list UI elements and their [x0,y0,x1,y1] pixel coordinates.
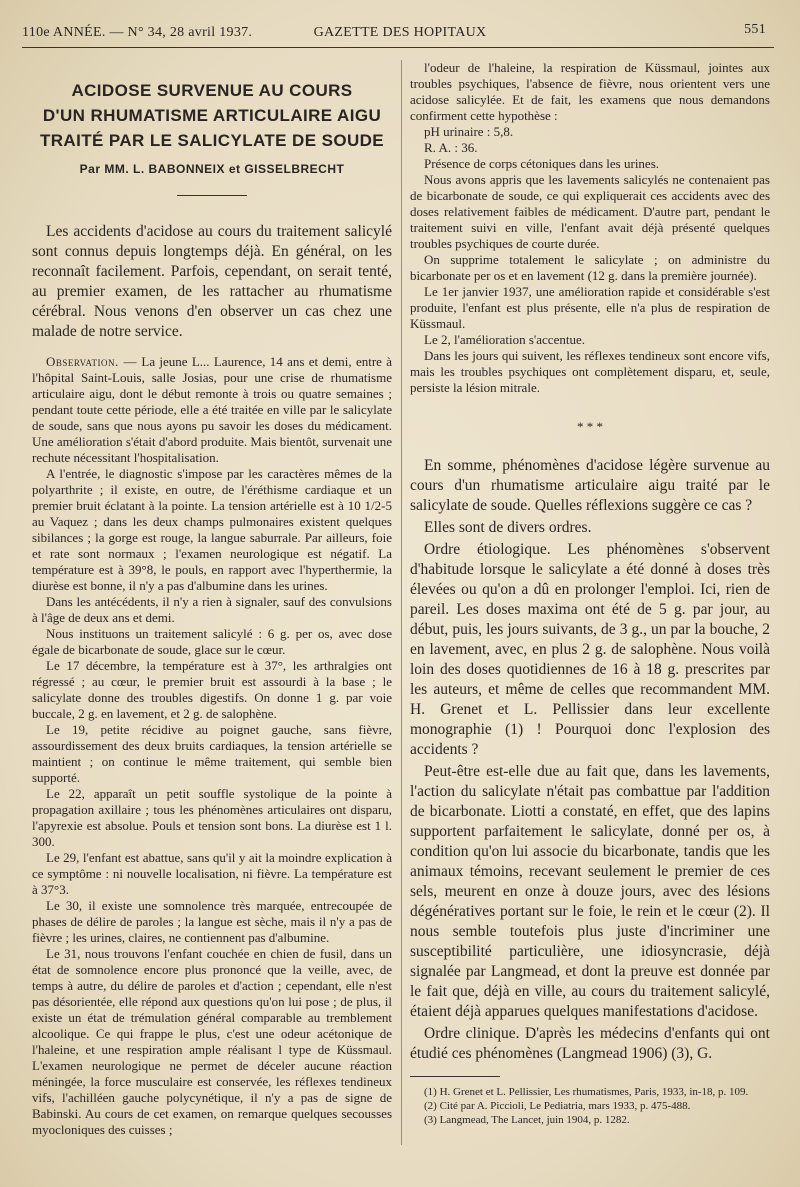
observation-paragraph: Le 19, petite récidive au poignet gauche, sans fièvre, assourdissement des deux bruits cardiaques, la tension artérielle se maintient ; on continue le même traitement, qui semble bien supporté. [32,722,392,785]
discussion-paragraph: Ordre étiologique. Les phénomènes s'observent d'habitude lorsque le salicylate a été donné à doses très élevées ou qu'on a dû en prolonger l'emploi. Ici, rien de pareil. Les doses maxima ont été de 5 g. par jour, au début, puis, les jours suivants, de 3 g., un par la bouche, 2 en lavement, avec, en plus 2 g. de salophène. Nous voilà loin des doses quotidiennes de 16 à 18 g. prescrites par les auteurs, et même de celles que recommandent MM. H. Grenet et L. Pellissier dans leur excellente monographie (1) ! Pourquoi donc l'explosion des accidents ? [410,541,770,758]
discussion-paragraph: Ordre clinique. D'après les médecins d'enfants qui ont étudié ces phénomènes (Langmead 1906) (3), G. [410,1025,770,1062]
observation-paragraph: Dans les antécédents, il n'y a rien à signaler, sauf des convulsions à l'âge de deux ans et demi. [32,594,392,625]
lab-result: pH urinaire : 5,8. [424,124,514,139]
footnote: (3) Langmead, The Lancet, juin 1904, p. 1282. [424,1114,630,1126]
title-rule [177,195,247,196]
byline: Par MM. L. BABONNEIX et GISSELBRECHT [79,162,345,176]
observation-paragraph [32,354,392,466]
footnote: (1) H. Grenet et L. Pellissier, Les rhumatismes, Paris, 1933, in-18, p. 109. [424,1086,749,1098]
running-header [22,22,778,44]
page-number: 551 [744,22,766,37]
discussion-paragraph: Peut-être est-elle due au fait que, dans les lavements, l'action du salicylate n'était pas combattue par l'addition de bicarbonate. Liotti a constaté, en effet, que des lapins supportent parfaitement le salicylate, donné per os, à condition qu'on lui associe du bicarbonate, tandis que les animaux témoins, recevant seulement le premier de ces sels, meurent en onze à douze jours, avec des lésions dégénératives portant sur le foie, le rein et le cœur (2). Il nous semble toutefois plus juste d'incriminer une susceptibilité particulière, une idiosyncrasie, déjà signalée par Langmead, et dont la preuve est donnée par le fait que, déjà en ville, au cours du traitement salicylé, étaient déjà apparues quelques manifestations d'acidose. [410,763,770,1020]
lab-result: Présence de corps cétoniques dans les urines. [424,156,660,171]
intro-paragraph: Les accidents d'acidose au cours du traitement salicylé sont connus depuis longtemps déjà. En général, on les reconnaît facilement. Parfois, cependant, on serait tenté, au premier examen, de les rattacher au rhumatisme cérébral. Nous venons d'en observer un cas chez une malade de notre service. [32,223,392,340]
title-line: TRAITÉ PAR LE SALICYLATE DE SOUDE [39,131,385,150]
issue-info: 110e ANNÉE. — N° 34, 28 avril 1937. [22,25,253,40]
observation-paragraph: Dans les jours qui suivent, les réflexes tendineux sont encore vifs, mais les troubles psychiques ont complètement disparu, et, seule, persiste la lésion mitrale. [410,348,770,395]
title-line: D'UN RHUMATISME ARTICULAIRE AIGU [42,106,382,125]
observation-paragraph: Le 17 décembre, la température est à 37°, les arthralgies ont régressé ; au cœur, le premier bruit est assourdi à la base ; le salicylate donne des troubles digestifs. On donne 1 g. par voie buccale, 2 g. en lavement, et 2 g. de salophène. [32,658,392,721]
observation-label: Observation. — [46,354,138,369]
observation-text: La jeune L... Laurence, 14 ans et demi, entre à l'hôpital Saint-Louis, salle Josias, pour une crise de rhumatisme articulaire aigu, dont le début remonte à trois ou quatre semaines ; pendant toute cette période, elle a été traitée en ville par le salicylate de soude, sans que nous ayons pu savoir les doses du médicament. Une amélioration s'était d'abord produite. Mais bientôt, survenait une rechute nécessitant l'hospitalisation. [32,354,393,465]
section-asterism: * * * [577,419,603,434]
observation-paragraph: On supprime totalement le salicylate ; on administre du bicarbonate per os et en lavement (12 g. dans la première journée). [410,252,770,283]
observation-paragraph: l'odeur de l'haleine, la respiration de Küssmaul, jointes aux troubles psychiques, l'absence de fièvre, nous orientent vers une acidose salicylée. Et de fait, les examens que nous demandons confirment cette hypothèse : [410,60,770,123]
journal-title: GAZETTE DES HOPITAUX [313,25,487,40]
footnote-rule [410,1076,500,1077]
observation-paragraph: Le 30, il existe une somnolence très marquée, entrecoupée de phases de délire de paroles ; la langue est sèche, mais il n'y a pas de fièvre ; les urines, claires, ne contiennent pas d'albumine. [32,898,392,945]
lab-result: R. A. : 36. [424,140,478,155]
footnote: (2) Cité par A. Piccioli, Le Pediatria, mars 1933, p. 475-488. [424,1100,691,1112]
observation-paragraph: A l'entrée, le diagnostic s'impose par les caractères mêmes de la polyarthrite ; il existe, en outre, de l'éréthisme cardiaque et un premier bruit éclatant à la pointe. La tension artérielle est à 10 1/2-5 au Vaquez ; dans les deux champs pulmonaires existent quelques sibilances ; la gorge est rouge, la langue saburrale. Par ailleurs, foie et rate sont normaux ; l'examen neurologique est négatif. La température est à 39°8, le pouls, en rapport avec l'hyperthermie, la diurèse est bonne, il n'y a pas d'albumine dans les urines. [32,466,392,593]
observation-paragraph: Le 2, l'amélioration s'accentue. [424,332,585,347]
right-column [410,60,770,1127]
observation-paragraph: Le 22, apparaît un petit souffle systolique de la pointe à propagation axillaire ; tous les phénomènes articulaires ont disparu, l'apyrexie est absolue. Pouls et tension sont bons. La diurèse est 1 l. 300. [32,786,392,849]
left-column [32,60,392,1138]
column-divider [401,60,402,1145]
title-line: ACIDOSE SURVENUE AU COURS [71,81,353,100]
header-rule [22,47,774,48]
observation-paragraph: Nous avons appris que les lavements salicylés ne contenaient pas de bicarbonate de soude, ce qui expliquerait ces accidents avec des doses relativement faibles de médicament. D'autre part, pendant le traitement suivi en ville, l'enfant avait déjà présenté quelques troubles psychiques de courte durée. [410,172,770,251]
observation-paragraph: Le 1er janvier 1937, une amélioration rapide et considérable s'est produite, l'enfant est plus présente, elle n'a plus de respiration de Küssmaul. [410,284,770,331]
discussion-paragraph: En somme, phénomènes d'acidose légère survenue au cours d'un rhumatisme articulaire aigu traité par le salicylate de soude. Quelles réflexions suggère ce cas ? [410,457,770,514]
observation-paragraph: Le 31, nous trouvons l'enfant couchée en chien de fusil, dans un état de somnolence encore plus prononcé que la veille, avec, de temps à autre, du délire de paroles et d'action ; cependant, elle n'est pas désorientée, elle répond aux questions qu'on lui pose ; de plus, il existe un état de trémulation général comparable au tremblement alcoolique. Ce qui frappe le plus, c'est une odeur acétonique de l'haleine, et une respiration ample réalisant l type de Küssmaul. L'examen neurologique ne permet de déceler aucune réaction méningée, la force musculaire est conservée, les réflexes tendineux vifs, l'achilléen gauche polycynétique, il n'y a pas de signe de Babinski. Au cours de cet examen, on remarque quelques secousses myocloniques des cuisses ; [32,946,392,1137]
discussion-paragraph: Elles sont de divers ordres. [424,519,592,536]
observation-paragraph: Le 29, l'enfant est abattue, sans qu'il y ait la moindre explication à ce symptôme : ni nouvelle localisation, ni fièvre. La température est à 37°3. [32,850,392,897]
article-title [32,78,392,153]
observation-paragraph: Nous instituons un traitement salicylé : 6 g. per os, avec dose égale de bicarbonate de soude, glace sur le cœur. [32,626,392,657]
